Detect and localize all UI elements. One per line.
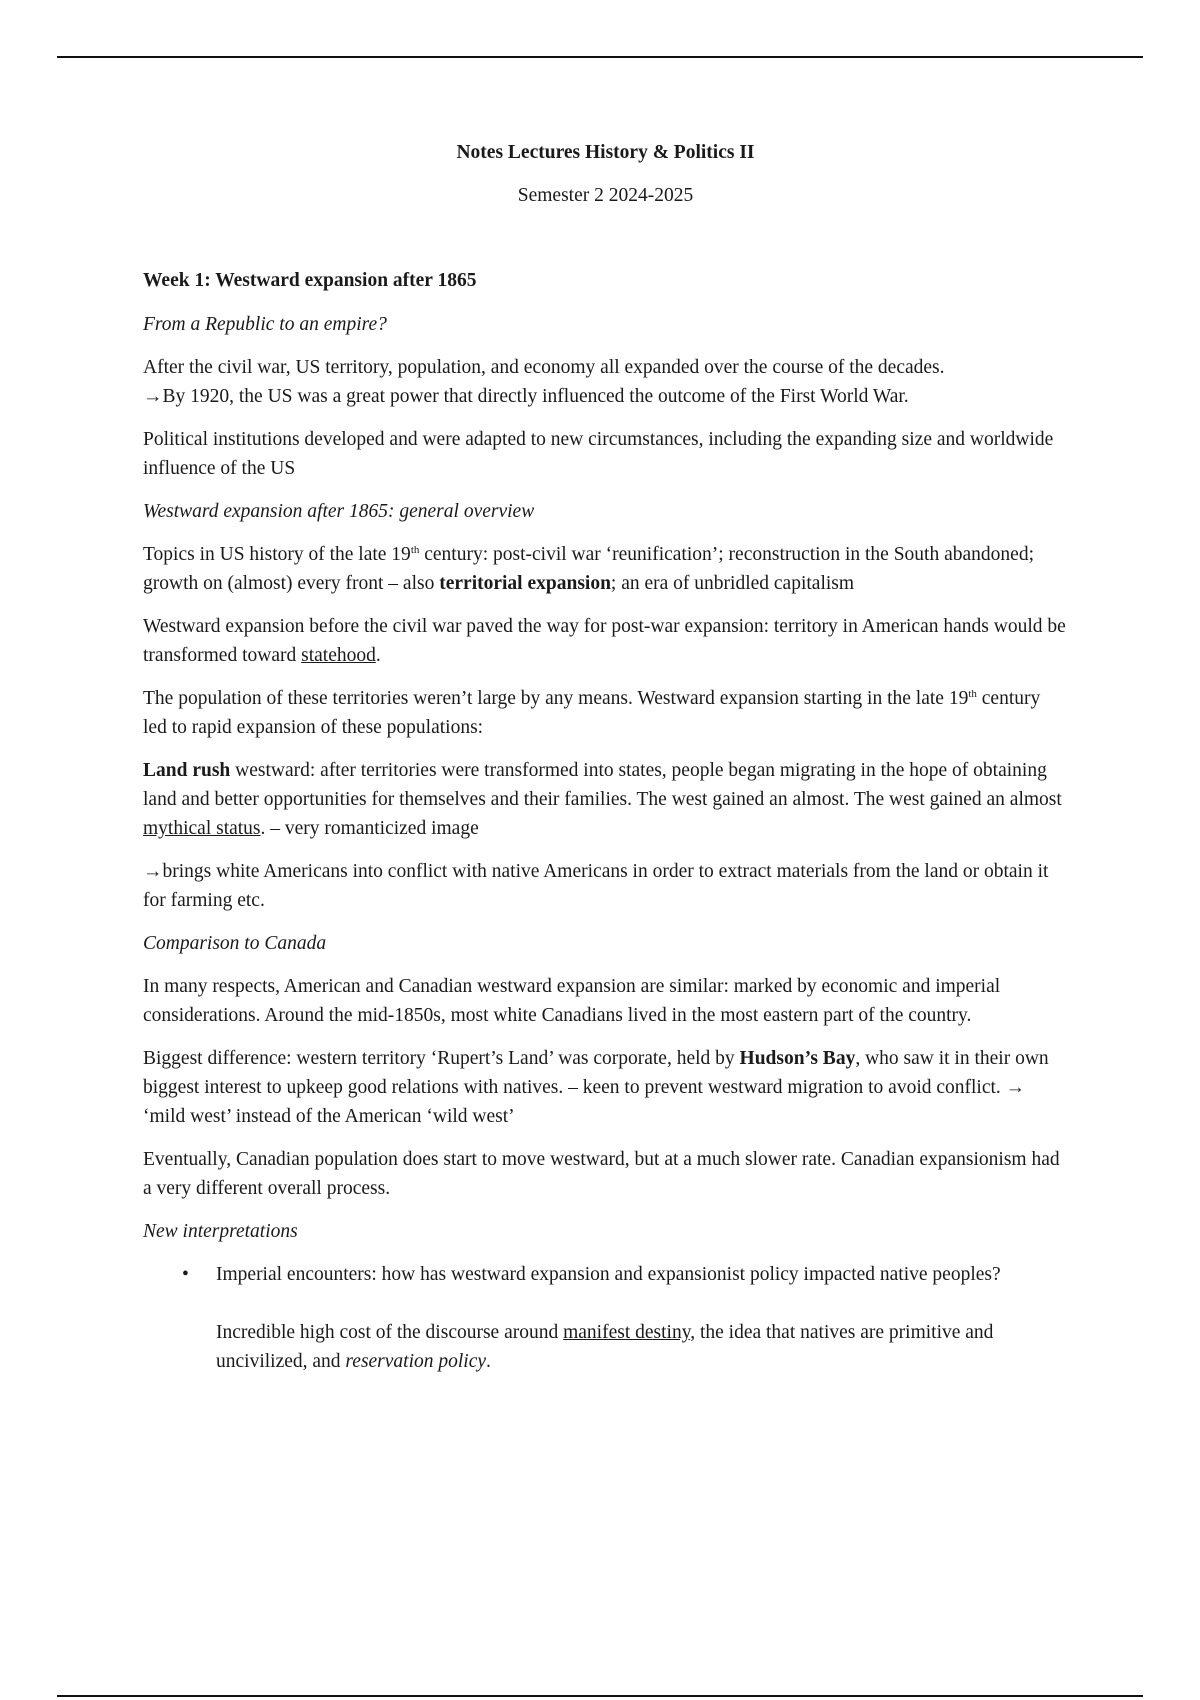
paragraph-institutions: Political institutions developed and were adapted to new circumstances, including the expanding size and worldwide influence of the US <box>143 429 1054 479</box>
document-body <box>143 138 1068 1376</box>
paragraph-text: ‘mild west’ instead of the American ‘wild west’ <box>143 1106 515 1127</box>
paragraph-text: . – very romanticized image <box>260 818 479 839</box>
paragraph-text: brings white Americans into conflict with native Americans in order to extract materials from the land or obtain it for farming etc. <box>143 861 1049 911</box>
paragraph-text: Topics in US history of the late 19 <box>143 544 411 565</box>
paragraph-text: , who saw it in their own biggest interest to upkeep good relations with natives. – keen to prevent westward migration to avoid conflict. <box>143 1048 1049 1098</box>
paragraph-statehood <box>143 612 1068 670</box>
paragraph-land-rush <box>143 756 1068 843</box>
underlined-term: statehood <box>301 645 376 666</box>
arrow-icon: → <box>143 861 163 882</box>
paragraph-text: . <box>375 645 381 666</box>
paragraph-conflict <box>143 857 1068 915</box>
bottom-rule <box>57 1695 1143 1697</box>
paragraph-text: century: post-civil war ‘reunification’; reconstruction in the South abandoned; growth on (almost) every front – also <box>143 544 1034 594</box>
section-heading-canada: Comparison to Canada <box>143 933 327 954</box>
document-subtitle: Semester 2 2024-2025 <box>517 185 694 206</box>
paragraph-text: Westward expansion before the civil war paved the way for post-war expansion: territory in American hands would be transformed toward <box>143 616 1066 666</box>
superscript: th <box>410 544 420 556</box>
section-heading-overview: Westward expansion after 1865: general overview <box>143 501 535 522</box>
arrow-icon: → <box>143 386 163 407</box>
paragraph-text: century led to rapid expansion of these populations: <box>143 688 1041 738</box>
paragraph-text: The population of these territories weren’t large by any means. Westward expansion starting in the late 19 <box>143 688 969 709</box>
list-item <box>143 1260 1068 1376</box>
paragraph-text: Biggest difference: western territory ‘Rupert’s Land’ was corporate, held by <box>143 1048 740 1069</box>
paragraph-canada-similar: In many respects, American and Canadian westward expansion are similar: marked by economic and imperial considerations. Around the mid-1850s, most white Canadians lived in the most eastern part of the country. <box>143 976 1001 1026</box>
arrow-icon: → <box>1005 1077 1026 1098</box>
paragraph-topics <box>143 540 1068 598</box>
document-title: Notes Lectures History & Politics II <box>456 142 755 163</box>
bold-term: Land rush <box>143 760 231 781</box>
paragraph-text: , the idea that natives are primitive and uncivilized, and <box>216 1322 994 1372</box>
paragraph-text: . <box>486 1351 491 1372</box>
paragraph-text: By 1920, the US was a great power that directly influenced the outcome of the First World War. <box>162 386 909 407</box>
bold-term: Hudson’s Bay <box>739 1048 856 1069</box>
paragraph-text: Incredible high cost of the discourse around <box>216 1322 564 1343</box>
week-heading: Week 1: Westward expansion after 1865 <box>143 270 477 291</box>
bold-term: territorial expansion <box>439 573 611 594</box>
underlined-term: manifest destiny <box>563 1322 691 1343</box>
paragraph-expansion <box>143 353 1068 411</box>
underlined-term: mythical status <box>143 818 261 839</box>
top-rule <box>57 56 1143 58</box>
paragraph-canada-eventually: Eventually, Canadian population does start to move westward, but at a much slower rate. Canadian expansionism had a very different overall process. <box>143 1149 1060 1199</box>
section-heading-new-interpretations: New interpretations <box>143 1221 298 1242</box>
italic-term: reservation policy <box>345 1351 487 1372</box>
list-item-subparagraph <box>216 1318 1068 1376</box>
paragraph-population <box>143 684 1068 742</box>
superscript: th <box>968 688 977 700</box>
bullet-list <box>143 1260 1068 1376</box>
list-item-text: Imperial encounters: how has westward expansion and expansionist policy impacted native peoples? <box>216 1264 1001 1285</box>
paragraph-text: After the civil war, US territory, population, and economy all expanded over the course of the decades. <box>143 357 945 378</box>
bullet-icon: • <box>182 1264 189 1285</box>
paragraph-text: westward: after territories were transformed into states, people began migrating in the hope of obtaining land and better opportunities for themselves and their families. The west gained an almost. The west gained an almost <box>143 760 1062 810</box>
paragraph-canada-difference <box>143 1044 1068 1131</box>
section-heading-republic: From a Republic to an empire? <box>143 314 387 335</box>
paragraph-text: ; an era of unbridled capitalism <box>610 573 855 594</box>
